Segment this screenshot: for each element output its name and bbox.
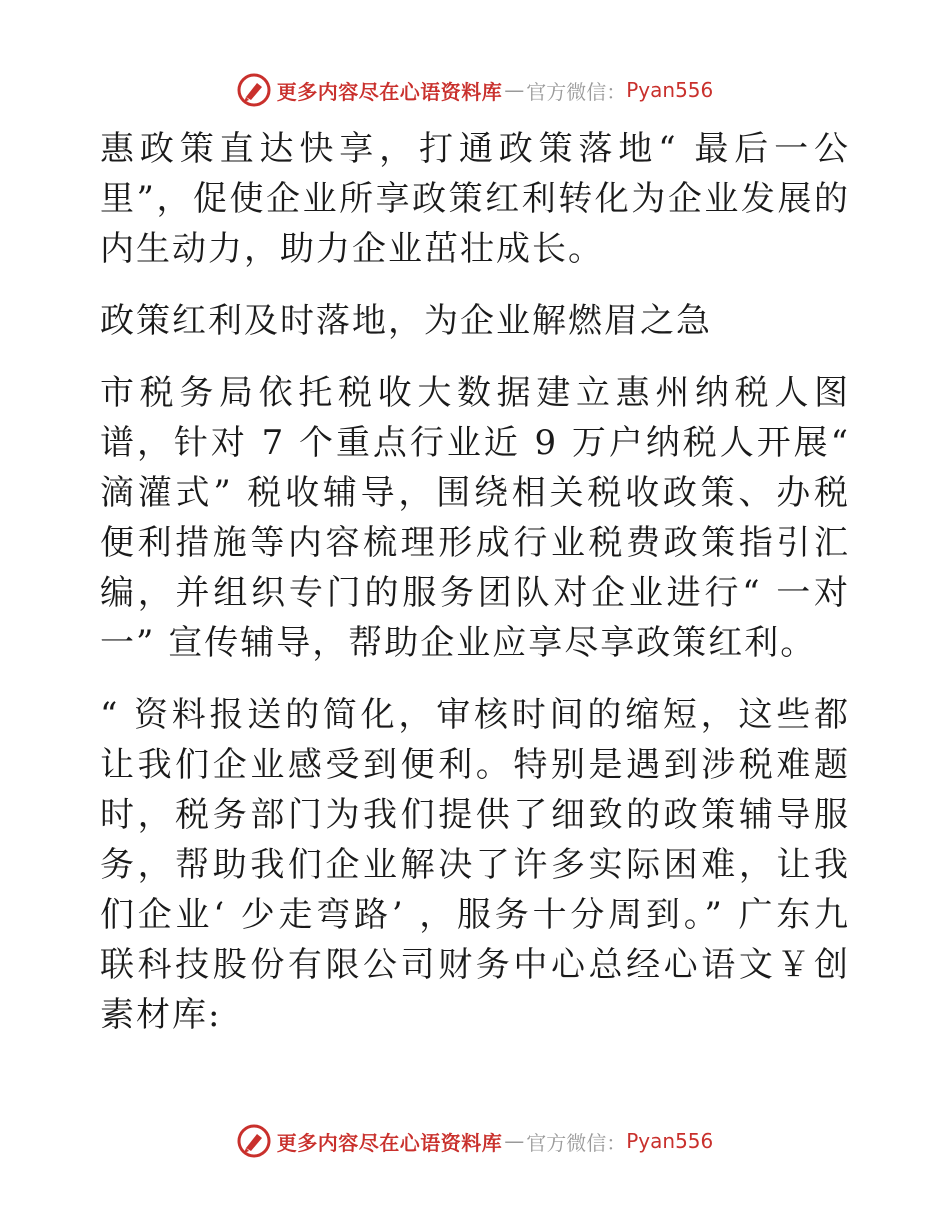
banner-wechat-label: 官方微信： [526, 1130, 627, 1155]
banner-wechat-label: 官方微信： [526, 79, 627, 104]
footer-watermark-banner [0, 1121, 950, 1161]
paragraph: 市税务局依托税收大数据建立惠州纳税人图谱，针对 7 个重点行业近 9 万户纳税人开展“ 滴灌式” 税收辅导，围绕相关税收政策、办税便利措施等内容梳理形成行业税费政策指引汇编，并组织专门的服务团队对企业进行“ 一对一” 宣传辅导，帮助企业应享尽享政策红利。 [100, 373, 850, 663]
document-body [100, 124, 850, 1062]
header-watermark-banner [0, 70, 950, 110]
banner-dash: — [504, 78, 525, 102]
pen-logo-icon [237, 73, 271, 107]
banner-title: 更多内容尽在心语资料库 [276, 79, 503, 104]
pen-logo-icon [237, 1124, 271, 1158]
paragraph: “ 资料报送的简化，审核时间的缩短，这些都让我们企业感受到便利。特别是遇到涉税难题时，税务部门为我们提供了细致的政策辅导服务，帮助我们企业解决了许多实际困难，让我们企业‘ 少走弯路’ ，服务十分周到。” 广东九联科技股份有限公司财务中心总经心语文￥创素材库: [100, 695, 850, 1035]
banner-wechat-id: Pyan556 [626, 1129, 714, 1153]
paragraph: 惠政策直达快享，打通政策落地“ 最后一公里”，促使企业所享政策红利转化为企业发展的内生动力，助力企业茁壮成长。 [100, 129, 850, 269]
banner-title: 更多内容尽在心语资料库 [276, 1130, 503, 1155]
banner-dash: — [504, 1129, 525, 1153]
section-heading: 政策红利及时落地，为企业解燃眉之急 [100, 301, 712, 341]
banner-wechat-id: Pyan556 [626, 78, 714, 102]
